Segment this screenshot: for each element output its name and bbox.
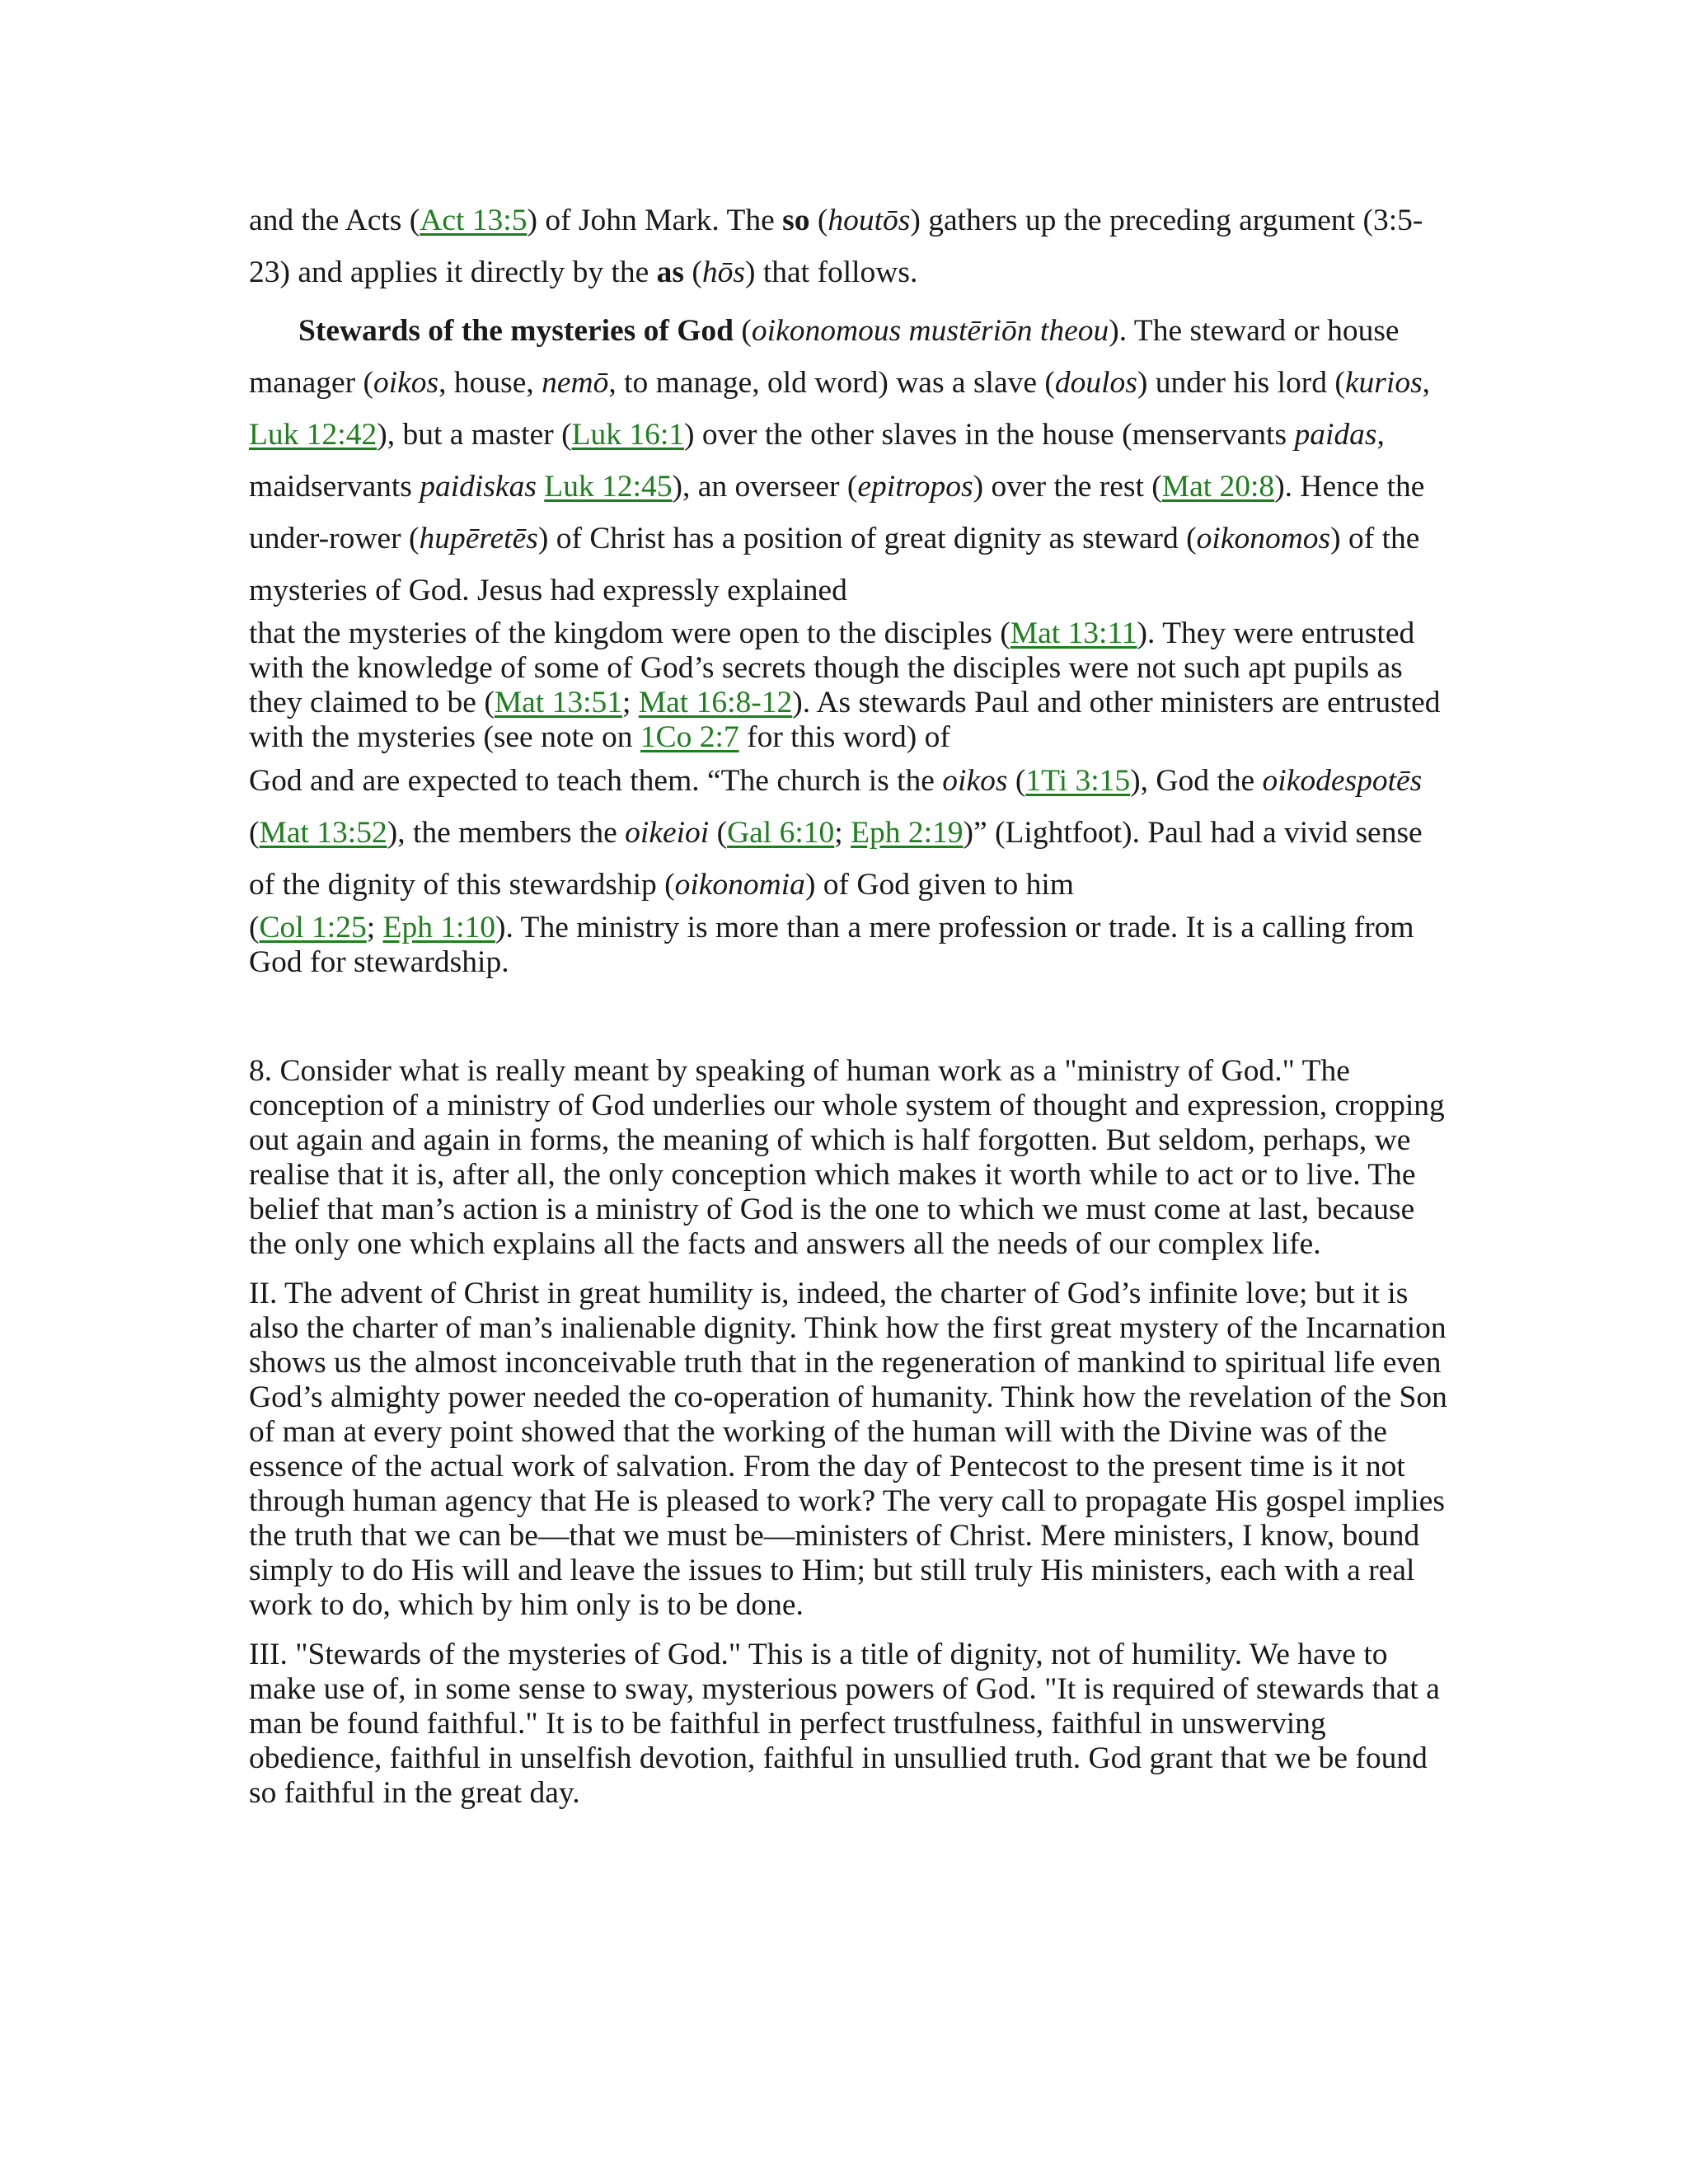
page-content bbox=[249, 194, 1452, 1811]
text: ; bbox=[366, 911, 383, 944]
text: ), but a master ( bbox=[377, 418, 572, 452]
text: ; bbox=[834, 816, 851, 850]
text: , house, bbox=[438, 366, 542, 400]
scripture-link[interactable]: Mat 13:51 bbox=[494, 686, 623, 719]
scripture-link[interactable]: Mat 20:8 bbox=[1161, 470, 1275, 504]
text: ( bbox=[249, 911, 260, 944]
text: ( bbox=[1007, 764, 1026, 798]
greek-term: oikos bbox=[942, 764, 1008, 798]
text: ( bbox=[249, 816, 260, 850]
text: ( bbox=[709, 816, 728, 850]
scripture-link[interactable]: 1Ti 3:15 bbox=[1025, 764, 1131, 798]
scripture-link[interactable]: Luk 12:42 bbox=[249, 418, 377, 452]
text: for this word) of bbox=[738, 720, 950, 754]
text: , to manage, old word) was a slave ( bbox=[608, 366, 1055, 400]
scripture-link[interactable]: Col 1:25 bbox=[259, 911, 367, 944]
text: ). The ministry is more than a mere profession or trade. It is a calling from God for stewardship. bbox=[249, 911, 1414, 979]
greek-term: kurios bbox=[1344, 366, 1423, 400]
text: , bbox=[1422, 366, 1431, 400]
scripture-link[interactable]: Mat 13:52 bbox=[259, 816, 387, 850]
text: that the mysteries of the kingdom were open to the disciples ( bbox=[249, 616, 1010, 650]
scripture-link[interactable]: Eph 2:19 bbox=[851, 816, 964, 850]
scripture-link[interactable]: Luk 16:1 bbox=[571, 418, 685, 452]
text: ) of the mysteries of God. Jesus had expressly explained bbox=[249, 522, 1420, 607]
commentary-paragraph-1 bbox=[249, 194, 1452, 298]
text: ( bbox=[734, 314, 752, 348]
greek-term: houtōs bbox=[828, 204, 911, 237]
text: ). They were entrusted with the knowledge of some of God’s secrets though the disciples were not such apt pupils as they claimed to be ( bbox=[249, 616, 1415, 719]
text: ). As stewards Paul and other ministers are entrusted with the mysteries (see note on bbox=[249, 686, 1441, 754]
text: ( bbox=[684, 255, 702, 289]
text: ( bbox=[809, 204, 828, 237]
greek-term: oikos bbox=[373, 366, 439, 400]
commentary-paragraph-2d bbox=[249, 911, 1452, 980]
scripture-link[interactable]: Gal 6:10 bbox=[727, 816, 835, 850]
greek-term: hōs bbox=[701, 255, 745, 289]
scripture-link[interactable]: Act 13:5 bbox=[420, 204, 528, 237]
text: ) over the other slaves in the house (menservants bbox=[684, 418, 1295, 452]
sermon-paragraph-1: 8. Consider what is really meant by speaking of human work as a "ministry of God." The conception of a ministry of God underlies our whole system of thought and expression, cropping out again and again in forms, the meaning of which is half forgotten. But seldom, perhaps, we realise that it is, after all, the only conception which makes it worth while to act or to live. The belief that man’s action is a ministry of God is the one to which we must come at last, because the only one which explains all the facts and answers all the needs of our complex life. bbox=[249, 1054, 1445, 1261]
section-heading: Stewards of the mysteries of God bbox=[298, 314, 734, 348]
text: ) of God given to him bbox=[804, 868, 1074, 902]
scripture-link[interactable]: Mat 13:11 bbox=[1010, 616, 1137, 650]
greek-term: oikodespotēs bbox=[1262, 764, 1423, 798]
text: ) of Christ has a position of great dignity as steward ( bbox=[537, 522, 1197, 555]
text: ), an overseer ( bbox=[672, 470, 858, 504]
text: ) that follows. bbox=[744, 255, 918, 289]
greek-term: hupēretēs bbox=[419, 522, 538, 555]
text: ) over the rest ( bbox=[973, 470, 1162, 504]
text: God and are expected to teach them. “The church is the bbox=[249, 764, 943, 798]
bold-term: as bbox=[656, 255, 685, 289]
text: ; bbox=[622, 686, 639, 719]
text: ). Hence the under-rower ( bbox=[249, 470, 1425, 555]
text bbox=[537, 470, 544, 504]
greek-term: oikonomous mustēriōn theou bbox=[751, 314, 1109, 348]
scripture-link[interactable]: Mat 16:8-12 bbox=[638, 686, 793, 719]
text: and the Acts ( bbox=[249, 204, 420, 237]
greek-term: doulos bbox=[1054, 366, 1137, 400]
scripture-link[interactable]: Eph 1:10 bbox=[382, 911, 495, 944]
text: )” (Lightfoot). Paul had a vivid sense of the dignity of this stewardship ( bbox=[249, 816, 1423, 902]
bold-term: so bbox=[782, 204, 810, 237]
text: ), the members the bbox=[387, 816, 626, 850]
commentary-paragraph-2c bbox=[249, 755, 1452, 911]
commentary-paragraph-2 bbox=[249, 305, 1452, 616]
scripture-link[interactable]: 1Co 2:7 bbox=[640, 720, 739, 754]
greek-term: paidiskas bbox=[420, 470, 537, 504]
greek-term: epitropos bbox=[857, 470, 973, 504]
greek-term: paidas bbox=[1294, 418, 1377, 452]
text: ) of John Mark. The bbox=[527, 204, 783, 237]
commentary-paragraph-2b bbox=[249, 616, 1452, 755]
sermon-paragraph-3: III. "Stewards of the mysteries of God." This is a title of dignity, not of humility. We have to make use of, in some sense to sway, mysterious powers of God. "It is required of stewards that a man be found faithful." It is to be faithful in perfect trustfulness, faithful in unswerving obedience, faithful in unselfish devotion, faithful in unsullied truth. God grant that we be found so faithful in the great day. bbox=[249, 1638, 1440, 1810]
sermon-paragraph-2: II. The advent of Christ in great humility is, indeed, the charter of God’s infinite love; but it is also the charter of man’s inalienable dignity. Think how the first great mystery of the Incarnation shows us the almost inconceivable truth that in the regeneration of mankind to spiritual life even God’s almighty power needed the co-operation of humanity. Think how the revelation of the Son of man at every point showed that the working of the human will with the Divine was of the essence of the actual work of salvation. From the day of Pentecost to the present time is it not through human agency that He is pleased to work? The very call to propagate His gospel implies the truth that we can be—that we must be—ministers of Christ. Mere ministers, I know, bound simply to do His will and leave the issues to Him; but still truly His ministers, each with a real work to do, which by him only is to be done. bbox=[249, 1277, 1447, 1622]
greek-term: oikonomia bbox=[674, 868, 805, 902]
greek-term: oikonomos bbox=[1196, 522, 1331, 555]
text: ) under his lord ( bbox=[1137, 366, 1345, 400]
text: , maidservants bbox=[249, 418, 1385, 504]
text: ) gathers up the preceding argument (3:5-23) and applies it directly by the bbox=[249, 204, 1423, 289]
text: ), God the bbox=[1130, 764, 1263, 798]
greek-term: nemō bbox=[542, 366, 609, 400]
text: ). The steward or house manager ( bbox=[249, 314, 1400, 400]
scripture-link[interactable]: Luk 12:45 bbox=[544, 470, 673, 504]
greek-term: oikeioi bbox=[625, 816, 710, 850]
